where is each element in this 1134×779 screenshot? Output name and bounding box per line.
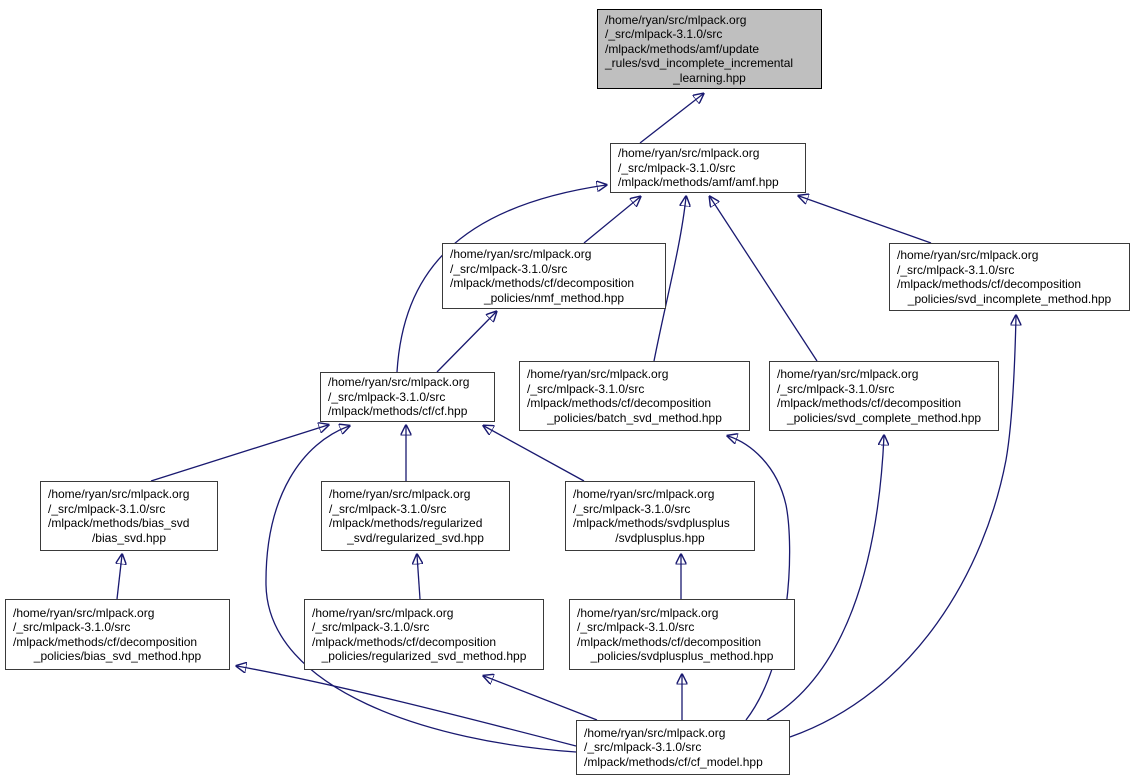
node-line: /_src/mlpack-3.1.0/src xyxy=(328,389,446,404)
node-line: /mlpack/methods/cf/cf.hpp xyxy=(328,404,468,419)
node-nmf-method[interactable] xyxy=(442,243,666,309)
node-line: /mlpack/methods/cf/decomposition xyxy=(312,634,497,649)
node-line: /home/ryan/src/mlpack.org xyxy=(450,247,592,261)
node-line: /_src/mlpack-3.1.0/src xyxy=(573,501,691,516)
node-line: /mlpack/methods/cf/decomposition xyxy=(897,277,1082,291)
node-line: /_src/mlpack-3.1.0/src xyxy=(450,261,568,276)
node-line: _learning.hpp xyxy=(673,70,746,85)
edge-bias-svd-method-to-bias-svd xyxy=(117,555,122,599)
node-line: /_src/mlpack-3.1.0/src xyxy=(584,740,702,755)
node-line: /home/ryan/src/mlpack.org xyxy=(777,367,919,381)
node-line: /_src/mlpack-3.1.0/src xyxy=(577,620,695,634)
node-line: /home/ryan/src/mlpack.org xyxy=(328,375,470,390)
node-cf-model[interactable] xyxy=(576,720,790,775)
node-line: /mlpack/methods/bias_svd xyxy=(48,516,190,530)
node-amf[interactable] xyxy=(610,143,806,193)
node-line: /mlpack/methods/cf/cf_model.hpp xyxy=(584,754,763,769)
node-line: /home/ryan/src/mlpack.org xyxy=(48,487,190,501)
node-line: /mlpack/methods/cf/decomposition xyxy=(777,396,962,410)
node-line: /bias_svd.hpp xyxy=(91,530,167,545)
node-svdplusplus-method[interactable] xyxy=(569,599,795,670)
node-regularized-svd[interactable] xyxy=(321,481,510,551)
edge-amf-to-current xyxy=(640,94,703,143)
edge-cf-model-to-svd-complete-method xyxy=(767,436,884,720)
node-line: /mlpack/methods/cf/decomposition xyxy=(527,396,712,410)
node-line: /home/ryan/src/mlpack.org xyxy=(584,725,726,740)
edge-cf-model-to-regularized-svd-method xyxy=(484,676,597,720)
node-line: /home/ryan/src/mlpack.org xyxy=(573,487,715,501)
node-line: /_src/mlpack-3.1.0/src xyxy=(618,160,736,175)
node-line: /svdplusplus.hpp xyxy=(615,530,705,545)
node-bias-svd-method[interactable] xyxy=(5,599,230,670)
node-line: /_src/mlpack-3.1.0/src xyxy=(605,27,723,42)
edge-bias-svd-to-cf xyxy=(151,425,328,481)
node-line: /_src/mlpack-3.1.0/src xyxy=(329,501,447,516)
node-bias-svd[interactable] xyxy=(40,481,218,551)
node-line: _policies/nmf_method.hpp xyxy=(483,290,625,305)
node-line: _policies/svdplusplus_method.hpp xyxy=(590,649,774,663)
node-line: /mlpack/methods/amf/update xyxy=(605,41,760,56)
node-line: /mlpack/methods/cf/decomposition xyxy=(450,276,635,290)
node-line: /mlpack/methods/regularized xyxy=(329,516,483,530)
edge-svd-incomplete-method-to-amf xyxy=(799,196,931,243)
node-line: /_src/mlpack-3.1.0/src xyxy=(777,381,895,396)
node-line: /home/ryan/src/mlpack.org xyxy=(13,605,155,620)
node-line: _policies/regularized_svd_method.hpp xyxy=(321,649,527,663)
node-svd-incomplete-incremental-learning xyxy=(597,9,822,89)
node-cf[interactable] xyxy=(320,372,495,422)
node-line: /mlpack/methods/cf/decomposition xyxy=(577,634,762,649)
node-line: /home/ryan/src/mlpack.org xyxy=(897,248,1039,262)
node-line: _policies/svd_incomplete_method.hpp xyxy=(907,291,1112,306)
node-line: /_src/mlpack-3.1.0/src xyxy=(527,381,645,396)
edge-svd-complete-method-to-amf xyxy=(710,197,817,361)
node-line: _policies/bias_svd_method.hpp xyxy=(33,649,202,663)
node-svd-incomplete-method[interactable] xyxy=(889,243,1130,311)
node-line: /home/ryan/src/mlpack.org xyxy=(577,605,719,620)
edge-cf-model-to-bias-svd-method xyxy=(237,666,576,746)
node-line: /mlpack/methods/cf/decomposition xyxy=(13,634,198,649)
edge-regularized-svd-method-to-regularized-svd xyxy=(417,555,420,599)
node-line: /home/ryan/src/mlpack.org xyxy=(329,487,471,501)
node-batch-svd-method[interactable] xyxy=(519,361,750,431)
node-line: /home/ryan/src/mlpack.org xyxy=(618,146,760,161)
edge-cf-model-to-batch-svd-method xyxy=(728,436,790,720)
node-line: _rules/svd_incomplete_incremental xyxy=(605,56,794,71)
edge-svdplusplus-to-cf xyxy=(484,426,584,481)
edge-nmf-method-to-amf xyxy=(584,197,640,243)
edge-cf-model-to-cf xyxy=(266,426,576,752)
node-line: /home/ryan/src/mlpack.org xyxy=(527,367,669,381)
node-line: /_src/mlpack-3.1.0/src xyxy=(48,501,166,516)
node-regularized-svd-method[interactable] xyxy=(304,599,544,670)
node-line: /home/ryan/src/mlpack.org xyxy=(312,605,454,620)
node-line: /home/ryan/src/mlpack.org xyxy=(605,12,747,27)
node-line: /mlpack/methods/svdplusplus xyxy=(573,516,730,530)
node-line: /_src/mlpack-3.1.0/src xyxy=(312,620,430,634)
node-svdplusplus[interactable] xyxy=(565,481,755,551)
node-line: /_src/mlpack-3.1.0/src xyxy=(897,262,1015,277)
node-svd-complete-method[interactable] xyxy=(769,361,999,431)
node-line: _policies/batch_svd_method.hpp xyxy=(547,410,722,425)
node-line: _policies/svd_complete_method.hpp xyxy=(786,410,982,425)
node-line: _svd/regularized_svd.hpp xyxy=(347,530,484,545)
node-line: /_src/mlpack-3.1.0/src xyxy=(13,620,131,634)
node-line: /mlpack/methods/amf/amf.hpp xyxy=(618,175,779,190)
edge-cf-to-nmf-method xyxy=(437,312,496,372)
